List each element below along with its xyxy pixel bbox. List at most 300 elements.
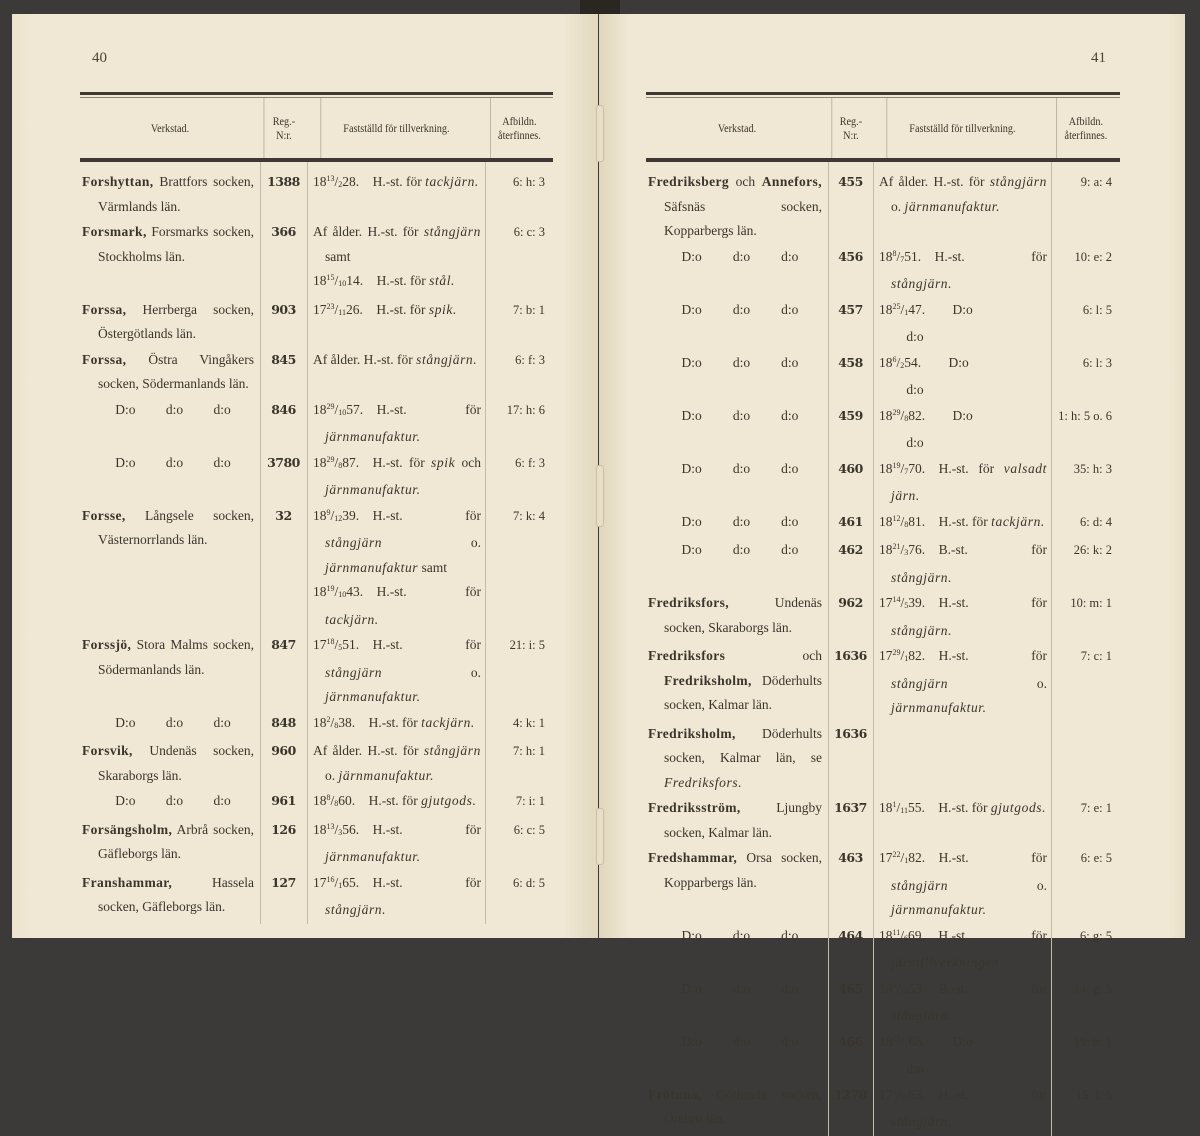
ditto-marks (648, 538, 822, 563)
date-month: 8 (338, 460, 343, 470)
faststalld-line (879, 298, 1047, 350)
date-month: 7 (900, 254, 905, 264)
faststalld-cell (307, 739, 485, 788)
ditto-mark: D:o (948, 354, 969, 370)
ditto-mark: d:o (213, 714, 231, 730)
header-verkstad (94, 98, 247, 158)
ditto-marks (82, 711, 254, 736)
product-text: stångjärn. (325, 902, 387, 917)
ditto-marks (648, 924, 822, 949)
column-divider (828, 162, 829, 1136)
product-text: stångjärn (423, 224, 481, 239)
date-month: 10 (338, 279, 347, 288)
date-day: 13 (326, 821, 335, 831)
faststalld-line (879, 1083, 1047, 1135)
stamp-text: H.-st. för (938, 850, 1047, 865)
stamp-text: H.-st. för (368, 793, 422, 808)
ditto-mark: d:o (732, 1033, 751, 1049)
date-century: 18 (879, 301, 893, 317)
date-day: 29 (892, 407, 901, 417)
stamp-text: samt (418, 559, 448, 575)
date-century: 18 (879, 354, 893, 370)
date-month: 10 (338, 590, 347, 599)
faststalld-line (313, 348, 481, 373)
ditto-mark: D:o (115, 714, 136, 730)
column-divider (873, 162, 874, 1136)
ditto-marks (82, 789, 254, 814)
faststalld-line (313, 711, 481, 739)
date-year: 82. (908, 850, 926, 865)
date-month: 2 (338, 180, 343, 189)
stamp-text: H.-st. för (372, 507, 481, 523)
date-century: 18 (313, 793, 327, 808)
faststalld-line (879, 351, 1047, 403)
stamp-text: H.-st. för (938, 927, 1047, 943)
date-century: 17 (879, 648, 893, 663)
stamp-text: Af ålder. H.-st. för (313, 743, 424, 758)
product-text: stångjärn. (891, 622, 953, 638)
product-text: järntillverkningen. (891, 955, 1004, 970)
verkstad-cell (80, 348, 260, 397)
reg-nr-cell: 1636 (834, 648, 867, 663)
afbildn-cell (1051, 722, 1120, 796)
faststalld-line (313, 451, 481, 503)
binding-thread (596, 105, 604, 162)
date: $18^{12}/_881$. (879, 513, 926, 529)
binding-thread (596, 465, 604, 527)
product-text: stångjärn. (891, 1008, 953, 1023)
faststalld-cell (873, 722, 1051, 796)
reg-nr-cell: 1278 (834, 1086, 867, 1102)
date-day: 19 (892, 460, 901, 470)
product-text: järnmanufaktur. (325, 482, 421, 497)
verkstad-name (82, 633, 254, 682)
location-text: Brattfors socken, Värmlands län. (98, 174, 254, 214)
date: $18^{25}/_147$. (879, 301, 926, 317)
ditto-marks (648, 404, 822, 429)
stamp-text: H.-st. för (372, 821, 481, 837)
faststalld-line (313, 789, 481, 817)
afbildn-cell: 26: k: 2 (1073, 543, 1112, 557)
afbildn-cell: 7: b: 1 (513, 302, 545, 317)
date-year: 81. (908, 513, 926, 529)
verkstad-cell (80, 451, 260, 503)
date: $18^{19}/_770$. (879, 460, 926, 476)
date-day: 1 (892, 800, 897, 809)
stamp-text: o. (382, 664, 481, 680)
table-row (80, 739, 553, 788)
date-century: 18 (313, 401, 327, 417)
product-text: gjutgods. (990, 800, 1047, 815)
faststalld-cell (307, 504, 485, 633)
faststalld-line (313, 504, 481, 581)
ditto-mark: D:o (681, 927, 702, 943)
faststalld-cell (873, 245, 1051, 297)
date-year: 38. (338, 714, 356, 730)
afbildn-cell: 7: k: 4 (513, 508, 545, 523)
reg-nr-cell: 464 (838, 927, 863, 943)
header-afbildn (490, 98, 548, 158)
table-row (646, 977, 1120, 1029)
reg-nr-cell: 126 (271, 821, 296, 837)
stamp-text: H.-st. för (938, 648, 1047, 663)
ditto-mark: d:o (165, 401, 184, 417)
date-year: 82. (908, 648, 926, 663)
faststalld-cell (873, 351, 1051, 403)
ditto-mark: D:o (681, 513, 702, 529)
faststalld-line (313, 871, 481, 923)
reg-nr-cell: 1636 (834, 725, 867, 741)
table-row (646, 722, 1120, 796)
reg-nr-cell: 960 (271, 743, 296, 758)
verkstad-name (82, 348, 254, 397)
table-row (646, 245, 1120, 297)
faststalld-line (313, 170, 481, 198)
faststalld-line (879, 510, 1047, 538)
date-year: 47. (908, 301, 926, 317)
works-name: Fredriksström, (648, 800, 741, 815)
stamp-text: B.-st. för (938, 980, 1047, 996)
date-month: 1 (904, 1039, 909, 1049)
date: $17^{16}/_165$. (313, 874, 360, 890)
register-table (80, 92, 553, 924)
date: $17^{23}/_{11}26$. (313, 301, 363, 317)
faststalld-cell (307, 871, 485, 923)
afbildn-cell: 7: e: 1 (1080, 801, 1112, 815)
date: $18^6/_254$. (879, 354, 922, 370)
date-day: 12 (892, 513, 901, 523)
ditto-mark: d:o (781, 460, 799, 476)
afbildn-cell: 35: h: 3 (1073, 461, 1112, 476)
faststalld-cell (873, 1083, 1051, 1135)
afbildn-cell: 6: l: 5 (1082, 302, 1112, 317)
verkstad-name (82, 871, 254, 920)
verkstad-cell (80, 633, 260, 710)
date-month: 3 (338, 827, 343, 837)
table-body (646, 162, 1120, 1136)
works-name: Forsmark, (82, 224, 147, 239)
afbildn-cell: 10: m: 1 (1070, 596, 1112, 610)
table-row (80, 504, 553, 633)
verkstad-cell (646, 722, 828, 796)
afbildn-cell: 6: d: 5 (513, 875, 545, 890)
date-day: 29 (892, 1033, 901, 1043)
faststalld-cell (873, 510, 1051, 538)
reg-nr-cell: 846 (271, 401, 296, 417)
faststalld-cell (873, 457, 1051, 509)
stamp-text: H.-st. för (372, 874, 481, 890)
verkstad-cell (646, 351, 828, 403)
works-name: Fredriksfors (648, 648, 726, 663)
table-row (80, 220, 553, 297)
table-row (646, 591, 1120, 643)
faststalld-line (879, 170, 1047, 219)
date-century: 18 (879, 513, 893, 529)
date: $18^{13}/_356$. (313, 821, 360, 837)
stamp-text: H.-st. för (376, 584, 481, 599)
reg-nr-cell: 903 (271, 301, 296, 317)
faststalld-line (313, 298, 481, 326)
reg-nr-cell: 962 (838, 595, 863, 610)
faststalld-line (879, 538, 1047, 590)
stamp-text: o. (948, 877, 1047, 893)
afbildn-cell: 9: a: 4 (1080, 175, 1112, 189)
stamp-text: H.-st. för (372, 454, 432, 470)
verkstad-name (82, 298, 254, 347)
ditto-marks (648, 245, 822, 270)
column-divider (307, 162, 308, 924)
location-text: Döderhults socken, Kalmar län, se (664, 725, 822, 765)
faststalld-cell (873, 538, 1051, 590)
reg-nr-cell: 1388 (267, 174, 300, 189)
verkstad-cell (646, 1083, 828, 1135)
product-text: järnmanufaktur. (325, 689, 421, 704)
ditto-mark: d:o (165, 793, 184, 808)
date-month: 10 (338, 407, 347, 417)
date-day: 14 (892, 595, 901, 604)
register-table (646, 92, 1120, 1136)
faststalld-line (879, 846, 1047, 923)
faststalld-line (313, 580, 481, 632)
product-text: valsadt järn. (891, 460, 1047, 503)
ditto-mark: d:o (732, 407, 751, 423)
date: $18^8/_860$. (313, 793, 356, 808)
date-day: 29 (326, 401, 335, 411)
verkstad-cell (646, 170, 828, 244)
works-name: Franshammar, (82, 874, 173, 890)
ditto-mark: d:o (213, 793, 231, 808)
verkstad-cell (646, 404, 828, 456)
ditto-mark: d:o (213, 454, 231, 470)
column-divider (485, 162, 486, 924)
date-day: 15 (326, 273, 335, 282)
date-century: 17 (313, 637, 327, 652)
afbildn-cell: 6: c: 3 (513, 225, 545, 239)
ditto-mark: d:o (781, 542, 799, 557)
date: $18^{21}/_376$. (879, 542, 926, 557)
location-text: Undenäs socken, Skaraborgs län. (98, 743, 254, 783)
location-text: och (729, 174, 762, 189)
faststalld-cell (873, 591, 1051, 643)
date-century: 18 (879, 927, 893, 943)
table-row (646, 644, 1120, 721)
date-year: 51. (342, 637, 360, 652)
date-year: 54. (904, 354, 922, 370)
reg-nr-cell: 961 (271, 793, 296, 808)
ditto-mark: d:o (781, 301, 799, 317)
table-row (80, 871, 553, 923)
afbildn-cell: 6: l: 3 (1082, 355, 1112, 370)
stamp-text: och (455, 454, 481, 470)
table-row (646, 404, 1120, 456)
date-century: 18 (313, 273, 327, 288)
date: $18^{11}/_669$. (879, 927, 925, 943)
date-month: 5 (904, 601, 909, 610)
date-month: 5 (338, 643, 343, 652)
date-month: 1 (904, 654, 909, 663)
faststalld-cell (307, 398, 485, 450)
works-name: Fredriksholm, (648, 725, 736, 741)
works-name: Forssjö, (82, 637, 132, 652)
works-name: Forshyttan, (82, 174, 154, 189)
product-text: stångjärn (891, 877, 949, 893)
product-text: spik. (428, 301, 457, 317)
date-day: 13 (326, 174, 335, 183)
table-row (646, 846, 1120, 923)
product-text: tackjärn. (425, 174, 479, 189)
reg-nr-cell: 847 (271, 637, 296, 652)
ditto-marks (82, 451, 254, 476)
date-day: 29 (892, 648, 901, 657)
verkstad-name (82, 739, 254, 788)
ditto-mark: d:o (213, 401, 231, 417)
column-divider (260, 162, 261, 924)
date-day: 6 (892, 354, 897, 364)
table-row (80, 818, 553, 870)
location-text: Undenäs socken, Skaraborgs län. (664, 595, 822, 635)
date: $18^2/_838$. (313, 714, 356, 730)
date-century: 18 (879, 407, 893, 423)
reg-nr-cell: 127 (271, 874, 296, 890)
date-year: 70. (908, 460, 926, 476)
faststalld-line (313, 220, 481, 269)
date-day: 18 (326, 637, 335, 646)
verkstad-name (648, 1083, 822, 1132)
date-year: 60. (338, 793, 356, 808)
faststalld-cell (873, 924, 1051, 976)
date-century: 18 (879, 800, 893, 815)
date: $17^{14}/_539$. (879, 595, 926, 610)
ditto-mark: d:o (906, 329, 924, 344)
ditto-mark: d:o (781, 1033, 799, 1049)
verkstad-cell (646, 977, 828, 1029)
product-text: tackjärn. (991, 513, 1045, 529)
faststalld-cell (873, 644, 1051, 721)
stamp-text: H.-st. för (376, 273, 430, 288)
product-text: stångjärn. (416, 351, 478, 367)
faststalld-cell (307, 633, 485, 710)
ditto-marks (648, 977, 822, 1002)
ditto-marks (648, 457, 822, 482)
verkstad-cell (646, 796, 828, 845)
header-reg-nr-label: Reg.- N:r. (272, 114, 296, 142)
date-day: 22 (892, 850, 901, 859)
stamp-text: o. (325, 767, 339, 783)
date: $18^6/_{10}53$. (879, 980, 926, 996)
table-row (646, 351, 1120, 403)
ditto-mark: d:o (781, 354, 799, 370)
reg-nr-cell: 3780 (267, 454, 300, 470)
faststalld-cell (307, 711, 485, 739)
ditto-mark: d:o (906, 435, 924, 450)
reg-nr-cell: 462 (838, 542, 863, 557)
works-name: Forsse, (82, 507, 126, 523)
header-faststalld (886, 98, 1037, 158)
date-year: 39. (342, 507, 360, 523)
product-text: tackjärn. (421, 714, 475, 730)
works-name: Frötuna, (648, 1086, 702, 1102)
date-day: 29 (326, 454, 335, 464)
binding-thread (596, 808, 604, 865)
faststalld-line (313, 739, 481, 788)
verkstad-cell (646, 846, 828, 923)
date-year: 57. (346, 401, 364, 417)
product-text: spik (431, 454, 456, 470)
date: $18^{15}/_{10}14$. (313, 273, 364, 288)
faststalld-line (313, 818, 481, 870)
stamp-text: Af ålder. H.-st. för (879, 174, 990, 189)
stamp-text: H.-st. för (376, 301, 429, 317)
verkstad-name (82, 818, 254, 867)
table-row (80, 789, 553, 817)
works-name: Forsängsholm, (82, 821, 173, 837)
faststalld-cell (307, 298, 485, 347)
stamp-text: H.-st. för (938, 513, 992, 529)
date-year: 68. (908, 1033, 926, 1049)
date-century: 18 (313, 821, 327, 837)
date-day: 16 (326, 874, 335, 884)
date-month: 10 (900, 986, 909, 996)
verkstad-cell (80, 220, 260, 297)
product-text: stål. (429, 273, 456, 288)
date-century: 18 (313, 507, 327, 523)
date: $17^{18}/_551$. (313, 637, 360, 652)
verkstad-name (82, 170, 254, 219)
afbildn-cell: 7: i: 1 (515, 794, 545, 808)
date: $18^{13}/_228$. (313, 174, 360, 189)
date-day: 25 (892, 301, 901, 311)
date: $18^9/_{12}39$. (313, 507, 360, 523)
location-text: Ljungby socken, Kalmar län. (664, 800, 822, 840)
verkstad-name (648, 846, 822, 895)
date-day: 6 (892, 980, 897, 990)
date-month: 1 (904, 307, 909, 317)
table-row (646, 170, 1120, 244)
ditto-marks (648, 510, 822, 535)
reg-nr-cell: 455 (838, 174, 863, 189)
date-year: 28. (342, 174, 360, 189)
stamp-text: H.-st. för (372, 174, 426, 189)
stamp-text: H.-st. för (938, 800, 991, 815)
ditto-mark: d:o (781, 513, 799, 529)
date-day: 21 (892, 542, 901, 551)
date-century: 17 (879, 1086, 893, 1102)
verkstad-cell (80, 298, 260, 347)
works-name: Forssa, (82, 301, 127, 317)
reg-nr-cell: 32 (275, 507, 292, 523)
book-spine (580, 0, 620, 14)
left-page (12, 14, 598, 938)
product-text: stångjärn. (891, 569, 953, 585)
date-month: 7 (904, 466, 909, 476)
product-text: järnmanufaktur. (891, 902, 987, 917)
location-text: Herrberga socken, Östergötlands län. (98, 301, 254, 341)
works-name: Forssa, (82, 351, 127, 367)
ditto-mark: D:o (681, 460, 702, 476)
header-verkstad-label: Verkstad. (150, 121, 190, 135)
works-name: Forsvik, (82, 743, 133, 758)
date-year: 56. (342, 821, 360, 837)
verkstad-cell (80, 739, 260, 788)
location-text: Långsele socken, Västernorrlands län. (98, 507, 254, 547)
stamp-text: H.-st. för (938, 1086, 1047, 1102)
date-year: 82. (908, 407, 926, 423)
date-month: 1 (338, 880, 343, 890)
faststalld-line (313, 633, 481, 710)
date-century: 18 (879, 460, 893, 476)
date-century: 18 (313, 174, 327, 189)
product-text: stångjärn. (891, 1114, 953, 1129)
